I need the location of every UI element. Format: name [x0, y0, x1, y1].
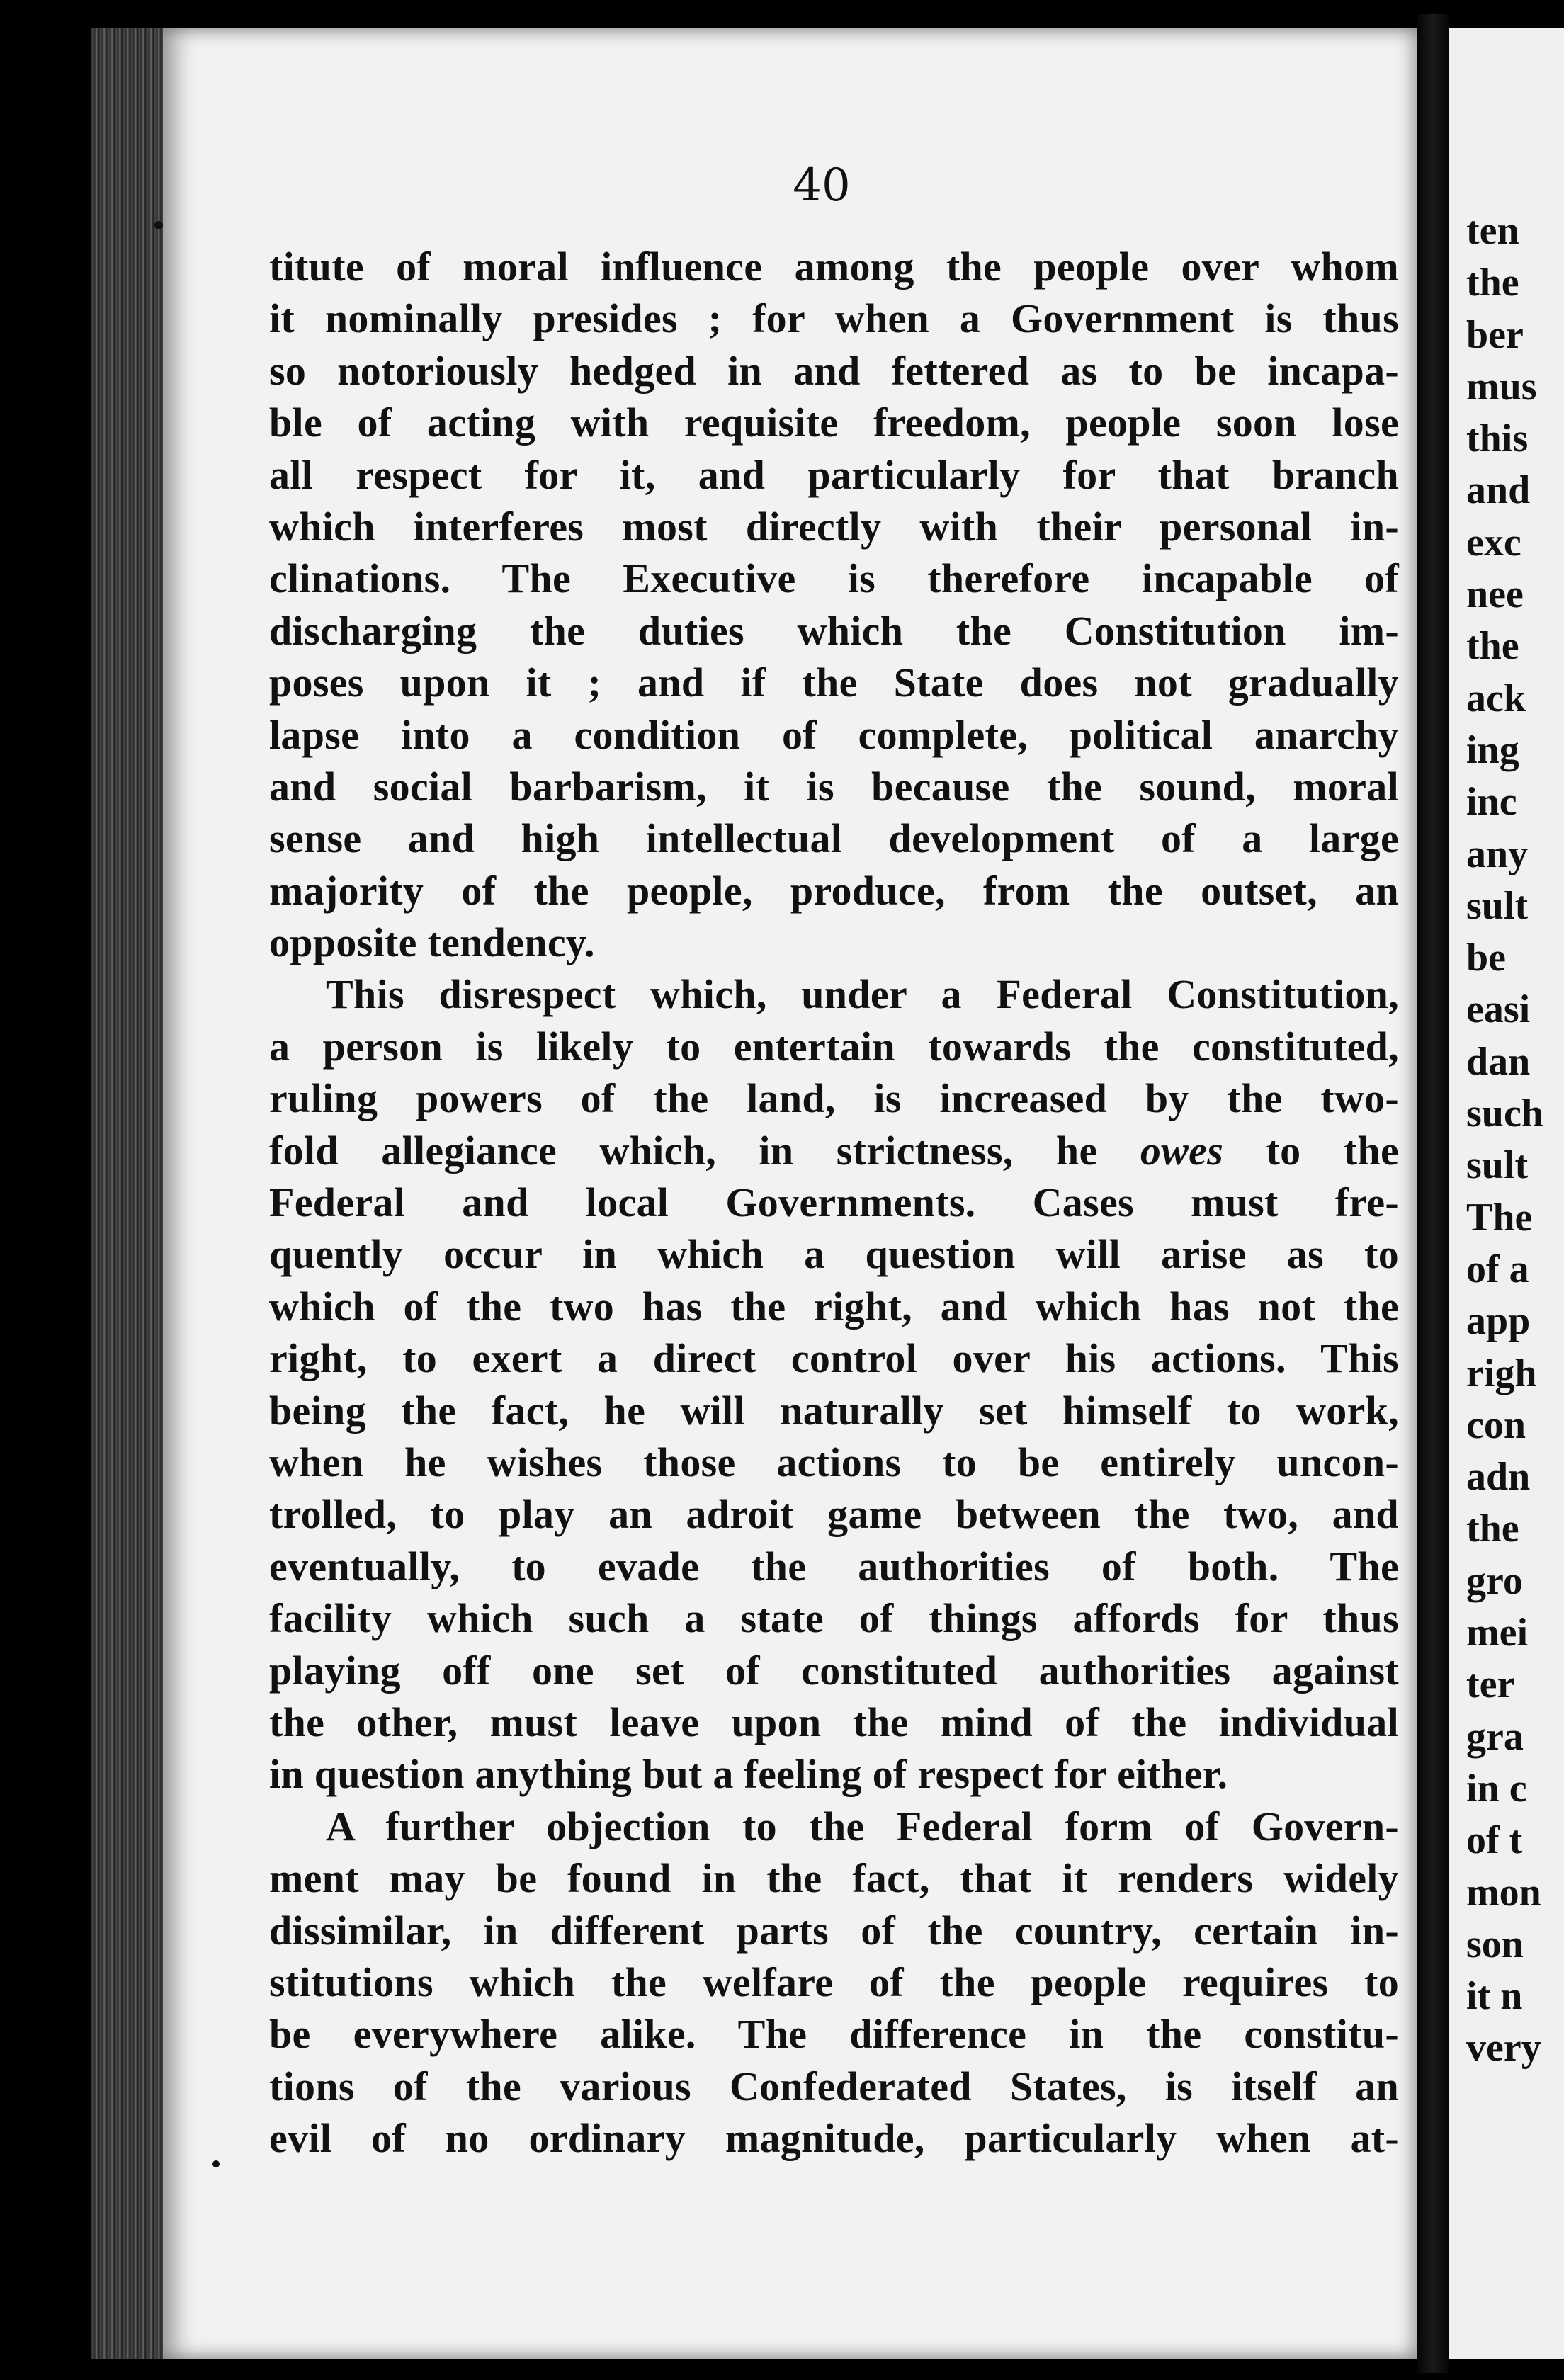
- facing-line: it n: [1466, 1974, 1523, 2019]
- text-line: which of the two has the right, and which has not the: [269, 1283, 1399, 1330]
- text-line: titute of moral influence among the people over whom: [269, 244, 1399, 290]
- ink-speck: [212, 2160, 220, 2168]
- paragraph: [269, 241, 1399, 968]
- text-line: evil of no ordinary magnitude, particularly when at-: [269, 2115, 1399, 2162]
- text-line: dissimilar, in different parts of the country, certain in-: [269, 1907, 1399, 1954]
- text-line: it nominally presides ; for when a Government is thus: [269, 295, 1399, 342]
- text-line: This disrespect which, under a Federal Constitution,: [326, 971, 1399, 1018]
- facing-line: in c: [1466, 1766, 1527, 1810]
- facing-line: ing: [1466, 727, 1519, 772]
- italic-word: owes: [1140, 1127, 1224, 1174]
- ink-speck: [154, 221, 163, 230]
- text-line: tions of the various Confederated States, is itself an: [269, 2063, 1399, 2109]
- text-line: A further objection to the Federal form of Govern-: [326, 1803, 1399, 1849]
- text-line: being the fact, he will naturally set himself to work,: [269, 1387, 1399, 1434]
- facing-line: The: [1466, 1195, 1533, 1240]
- paragraph: [269, 968, 1399, 1800]
- facing-page-text: [1466, 205, 1564, 2075]
- text-line: quently occur in which a question will arise as to: [269, 1231, 1399, 1278]
- facing-line: of t: [1466, 1818, 1523, 1863]
- facing-line: sult: [1466, 883, 1529, 928]
- text-line: eventually, to evade the authorities of both. The: [269, 1543, 1399, 1590]
- facing-line: any: [1466, 832, 1529, 876]
- facing-line: son: [1466, 1922, 1524, 1966]
- text-line: be everywhere alike. The difference in the constitu-: [269, 2011, 1399, 2058]
- facing-line: very: [1466, 2026, 1541, 2070]
- text-line: sense and high intellectual development of a large: [269, 815, 1399, 862]
- page-number: 40: [793, 159, 851, 212]
- facing-line: mei: [1466, 1611, 1529, 1655]
- text-line: the other, must leave upon the mind of the individual: [269, 1699, 1399, 1745]
- paragraph: [269, 1801, 1399, 2165]
- facing-line: ter: [1466, 1662, 1515, 1707]
- text-line: when he wishes those actions to be entirely uncon-: [269, 1439, 1399, 1485]
- facing-line: sult: [1466, 1143, 1529, 1188]
- text-line: all respect for it, and particularly for that branch: [269, 451, 1399, 498]
- facing-line: the: [1466, 261, 1519, 305]
- facing-line: mon: [1466, 1870, 1541, 1915]
- page-body-text: [269, 241, 1399, 2164]
- text-line: fold allegiance which, in strictness, he owes to the: [269, 1127, 1399, 1174]
- text-line: facility which such a state of things affords for thus: [269, 1595, 1399, 1642]
- text-line: playing off one set of constituted authorities against: [269, 1647, 1399, 1694]
- text-line: opposite tendency.: [269, 919, 595, 966]
- facing-line: gra: [1466, 1714, 1524, 1759]
- text-line: stitutions which the welfare of the people requires to: [269, 1959, 1399, 2005]
- page-edges: [91, 28, 169, 2359]
- text-line: poses upon it ; and if the State does not gradually: [269, 659, 1399, 706]
- facing-line: ten: [1466, 209, 1519, 253]
- text-line: majority of the people, produce, from the outset, an: [269, 867, 1399, 914]
- text-line: ment may be found in the fact, that it renders widely: [269, 1855, 1399, 1902]
- text-line: and social barbarism, it is because the sound, moral: [269, 763, 1399, 810]
- facing-line: easi: [1466, 987, 1531, 1032]
- facing-line: ack: [1466, 676, 1526, 720]
- facing-line: con: [1466, 1402, 1526, 1447]
- text-line: a person is likely to entertain towards the constituted,: [269, 1023, 1399, 1070]
- text-line: in question anything but a feeling of respect for either.: [269, 1751, 1228, 1798]
- facing-line: and: [1466, 468, 1531, 513]
- facing-line: app: [1466, 1299, 1531, 1344]
- text-line: trolled, to play an adroit game between the two, and: [269, 1491, 1399, 1538]
- facing-line: dan: [1466, 1039, 1531, 1084]
- text-line: ruling powers of the land, is increased by the two-: [269, 1075, 1399, 1122]
- text-line: so notoriously hedged in and fettered as to be incapa-: [269, 347, 1399, 394]
- facing-line: ber: [1466, 312, 1524, 357]
- facing-line: such: [1466, 1092, 1543, 1136]
- text-line: which interferes most directly with their personal in-: [269, 503, 1399, 550]
- text-line: clinations. The Executive is therefore incapable of: [269, 555, 1399, 602]
- facing-line: adn: [1466, 1455, 1531, 1500]
- text-line: right, to exert a direct control over his actions. This: [269, 1335, 1399, 1382]
- facing-line: mus: [1466, 364, 1537, 409]
- facing-line: exc: [1466, 520, 1522, 565]
- text-line: Federal and local Governments. Cases must fre-: [269, 1179, 1399, 1226]
- facing-line: be: [1466, 936, 1506, 980]
- facing-line: the: [1466, 1507, 1519, 1551]
- facing-line: of a: [1466, 1247, 1529, 1291]
- facing-line: this: [1466, 416, 1529, 461]
- book-gutter: [1417, 14, 1449, 2373]
- facing-line: the: [1466, 624, 1519, 669]
- facing-line: righ: [1466, 1351, 1537, 1395]
- text-line: discharging the duties which the Constitution im-: [269, 607, 1399, 654]
- facing-line: nee: [1466, 572, 1524, 617]
- text-line: lapse into a condition of complete, political anarchy: [269, 711, 1399, 758]
- text-line: ble of acting with requisite freedom, people soon lose: [269, 400, 1399, 446]
- facing-line: inc: [1466, 780, 1517, 824]
- facing-line: gro: [1466, 1558, 1523, 1603]
